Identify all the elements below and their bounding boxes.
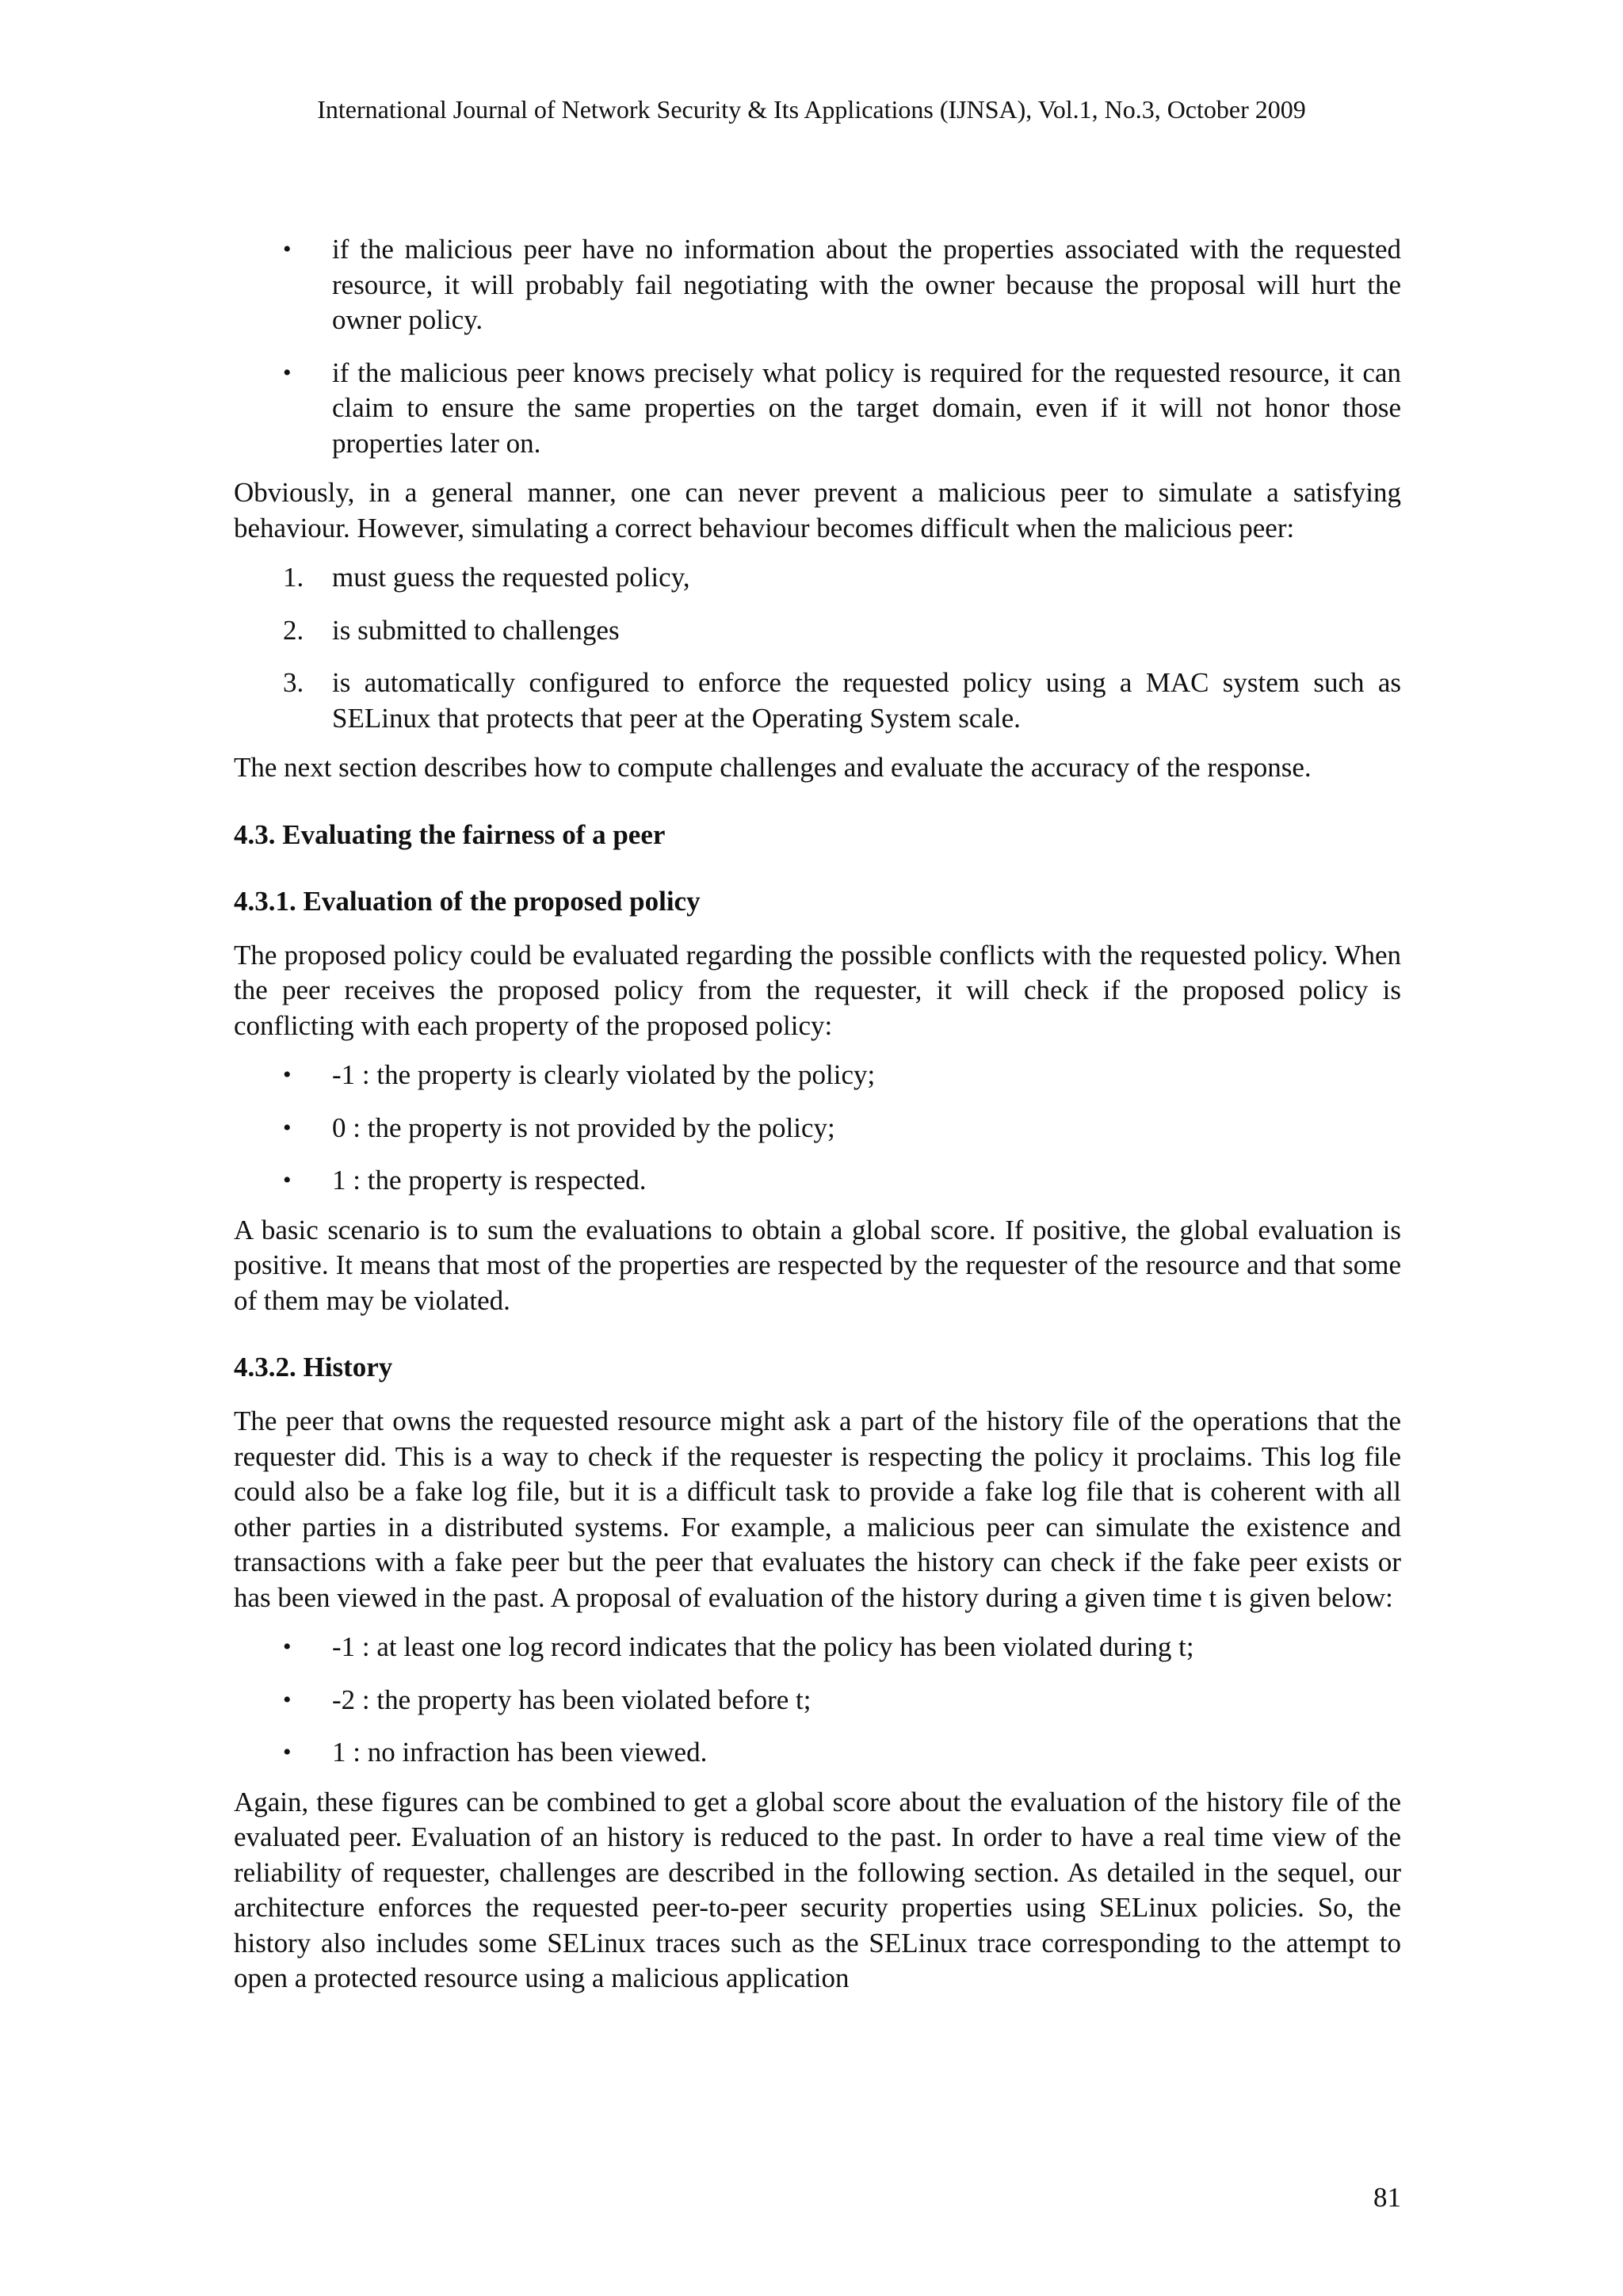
- bullet-icon: •: [283, 1167, 292, 1193]
- list-item: [234, 613, 1401, 649]
- paragraph-proposed-policy: The proposed policy could be evaluated regarding the possible conflicts with the requested policy. When the peer receives the proposed policy from the requester, it will check if the proposed policy is conflicting with each property of the proposed policy:: [234, 939, 1401, 1041]
- paragraph-obviously: Obviously, in a general manner, one can never prevent a malicious peer to simulate a satisfying behaviour. However, simulating a correct behaviour becomes difficult when the malicious peer:: [234, 477, 1401, 543]
- bullet-icon: •: [283, 1739, 292, 1765]
- evaluation-bullet-list: [234, 1058, 1401, 1199]
- list-item: [234, 1058, 1401, 1093]
- running-header: International Journal of Network Security & Its Applications (IJNSA), Vol.1, No.3, October 2009: [317, 95, 1306, 124]
- list-item: [234, 1111, 1401, 1146]
- list-item: [234, 232, 1401, 338]
- bullet-icon: •: [283, 236, 292, 262]
- section-heading-4-3: 4.3. Evaluating the fairness of a peer: [234, 818, 666, 850]
- bullet-icon: •: [283, 359, 292, 386]
- list-item: [234, 560, 1401, 596]
- list-item-text: is submitted to challenges: [332, 614, 620, 646]
- list-item-text: 1 : no infraction has been viewed.: [332, 1737, 708, 1768]
- list-item: [234, 356, 1401, 462]
- list-item-text: -2 : the property has been violated before t;: [332, 1684, 812, 1715]
- list-item: [234, 1630, 1401, 1665]
- bullet-icon: •: [283, 1114, 292, 1141]
- intro-bullet-list: [234, 232, 1401, 461]
- bullet-icon: •: [283, 1062, 292, 1088]
- list-item-text: -1 : at least one log record indicates that the policy has been violated during t;: [332, 1631, 1194, 1662]
- list-item-text: -1 : the property is clearly violated by the policy;: [332, 1059, 876, 1090]
- list-item: [234, 666, 1401, 736]
- paragraph-history: The peer that owns the requested resource might ask a part of the history file of the operations that the requester did. This is a way to check if the requester is respecting the policy it proclaims. This log file could also be a fake log file, but it is a difficult task to provide a fake log file that is coherent with all other parties in a distributed systems. For example, a malicious peer can simulate the existence and transactions with a fake peer but the peer that evaluates the history can check if the fake peer exists or has been viewed in the past. A proposal of evaluation of the history during a given time t is given below:: [234, 1405, 1401, 1613]
- numbered-list: [234, 560, 1401, 736]
- list-item-text: if the malicious peer have no information about the properties associated with the requested resource, it will probably fail negotiating with the owner because the proposal will hurt the owner policy.: [332, 234, 1401, 335]
- list-item: [234, 1683, 1401, 1718]
- list-number: 1.: [283, 562, 304, 593]
- list-item-text: 0 : the property is not provided by the policy;: [332, 1112, 835, 1143]
- bullet-icon: •: [283, 1686, 292, 1713]
- list-item-text: 1 : the property is respected.: [332, 1165, 647, 1196]
- subsection-heading-4-3-1: 4.3.1. Evaluation of the proposed policy: [234, 885, 701, 917]
- page-body: [234, 232, 1401, 2011]
- bullet-icon: •: [283, 1634, 292, 1660]
- list-item: [234, 1735, 1401, 1771]
- list-item: [234, 1163, 1401, 1199]
- list-number: 3.: [283, 667, 304, 698]
- paragraph-next-section: The next section describes how to compute challenges and evaluate the accuracy of the response.: [234, 752, 1312, 783]
- page-number: 81: [1373, 2182, 1401, 2213]
- paragraph-again: Again, these figures can be combined to get a global score about the evaluation of the history file of the evaluated peer. Evaluation of an history is reduced to the past. In order to have a real time view of the reliability of requester, challenges are described in the following section. As detailed in the sequel, our architecture enforces the requested peer-to-peer security properties using SELinux policies. So, the history also includes some SELinux traces such as the SELinux trace corresponding to the attempt to open a protected resource using a malicious application: [234, 1786, 1401, 1993]
- list-item-text: if the malicious peer knows precisely what policy is required for the requested resource, it can claim to ensure the same properties on the target domain, even if it will not honor those properties later on.: [332, 357, 1401, 459]
- subsection-heading-4-3-2: 4.3.2. History: [234, 1352, 393, 1383]
- list-item-text: must guess the requested policy,: [332, 562, 690, 593]
- list-item-text: is automatically configured to enforce the requested policy using a MAC system such as SELinux that protects that peer at the Operating System scale.: [332, 667, 1401, 734]
- list-number: 2.: [283, 614, 304, 646]
- paragraph-basic-scenario: A basic scenario is to sum the evaluations to obtain a global score. If positive, the global evaluation is positive. It means that most of the properties are respected by the requester of the resource and that some of them may be violated.: [234, 1214, 1401, 1316]
- history-bullet-list: [234, 1630, 1401, 1771]
